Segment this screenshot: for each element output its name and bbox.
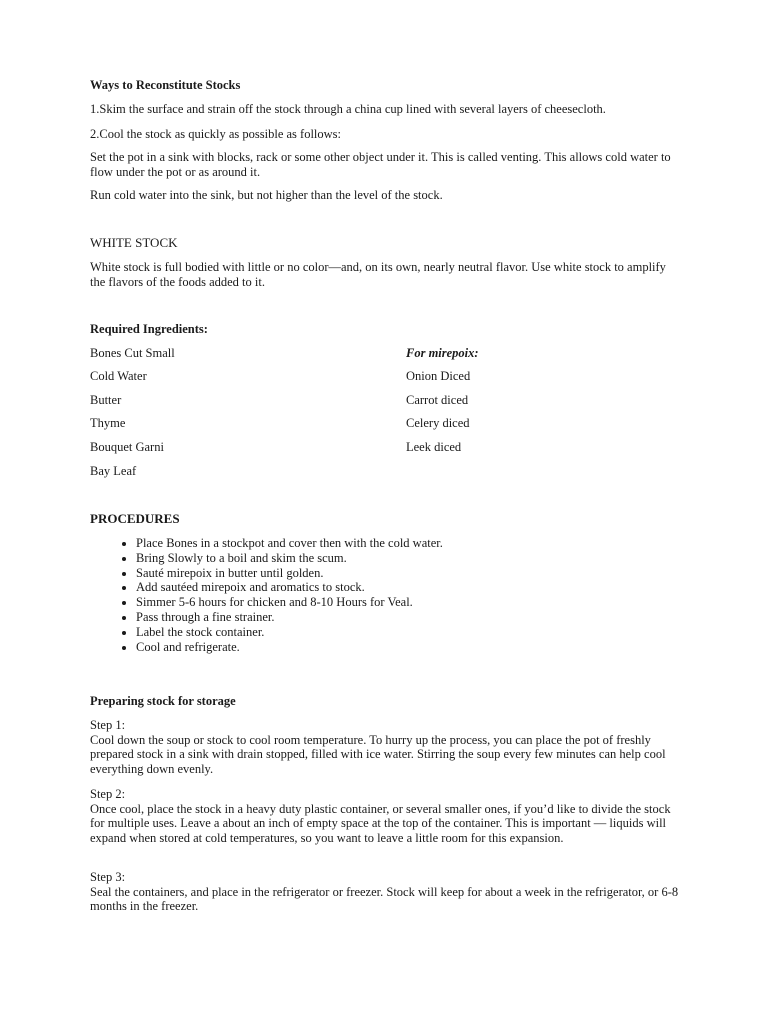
mirepoix-item: Leek diced (406, 440, 462, 454)
ingredient-item: Cold Water (90, 369, 147, 383)
procedure-step: • Label the stock container. (136, 625, 443, 640)
step-text: Seal the containers, and place in the refrigerator or freezer. Stock will keep for about a week in the refrigerator, or 6-8 months in the freezer. (90, 884, 679, 913)
ingredient-item: Thyme (90, 416, 126, 430)
ingredient-item: Bay Leaf (90, 464, 137, 478)
procedure-step: • Cool and refrigerate. (136, 640, 443, 655)
step-label: Step 3: (90, 870, 126, 884)
step-text: Cool down the soup or stock to cool room temperature. To hurry up the process, you can place the pot of freshly prepared stock in a sink with drain stopped, filled with ice water. Stirring the soup every few minutes can help cool everything down evenly. (90, 732, 666, 776)
mirepoix-item: Carrot diced (406, 393, 469, 407)
procedure-step: • Sauté mirepoix in butter until golden. (136, 566, 443, 581)
mirepoix-item: Onion Diced (406, 369, 471, 383)
storage-step-2 (90, 787, 680, 845)
ingredient-item: Bones Cut Small (90, 346, 175, 360)
ingredients-title: Required Ingredients: (90, 322, 208, 336)
section-title-reconstitute: Ways to Reconstitute Stocks (90, 78, 241, 92)
procedure-step: • Place Bones in a stockpot and cover then with the cold water. (136, 536, 443, 551)
step-label: Step 2: (90, 787, 126, 801)
paragraph-white-stock: White stock is full bodied with little or no color—and, on its own, nearly neutral flavor. Use white stock to amplify the flavors of the foods added to it. (90, 260, 666, 289)
storage-title: Preparing stock for storage (90, 694, 236, 708)
ingredient-item: Butter (90, 393, 122, 407)
procedures-title: PROCEDURES (90, 511, 180, 526)
procedure-step: • Add sautéed mirepoix and aromatics to stock. (136, 580, 443, 595)
mirepoix-item: Celery diced (406, 416, 470, 430)
step-text: Once cool, place the stock in a heavy duty plastic container, or several smaller ones, if you’d like to divide the stock for multiple uses. Leave a about an inch of empty space at the top of the container. This is important — liquids will expand when stored at cold temperatures, so you want to leave a little room for this expansion. (90, 801, 671, 845)
procedures-list (90, 536, 443, 654)
paragraph-cool: 2.Cool the stock as quickly as possible as follows: (90, 127, 342, 141)
paragraph-run-water: Run cold water into the sink, but not higher than the level of the stock. (90, 188, 443, 202)
storage-step-3 (90, 870, 680, 914)
mirepoix-title: For mirepoix: (406, 346, 479, 360)
section-title-white-stock: WHITE STOCK (90, 235, 178, 250)
paragraph-venting: Set the pot in a sink with blocks, rack or some other object under it. This is called venting. This allows cold water to flow under the pot or as around it. (90, 150, 671, 179)
paragraph-skim: 1.Skim the surface and strain off the stock through a china cup lined with several layers of cheesecloth. (90, 102, 606, 116)
step-label: Step 1: (90, 718, 126, 732)
procedure-step: • Bring Slowly to a boil and skim the scum. (136, 551, 443, 566)
procedure-step: • Pass through a fine strainer. (136, 610, 443, 625)
procedure-step: • Simmer 5-6 hours for chicken and 8-10 Hours for Veal. (136, 595, 443, 610)
storage-step-1 (90, 718, 680, 776)
ingredient-item: Bouquet Garni (90, 440, 164, 454)
